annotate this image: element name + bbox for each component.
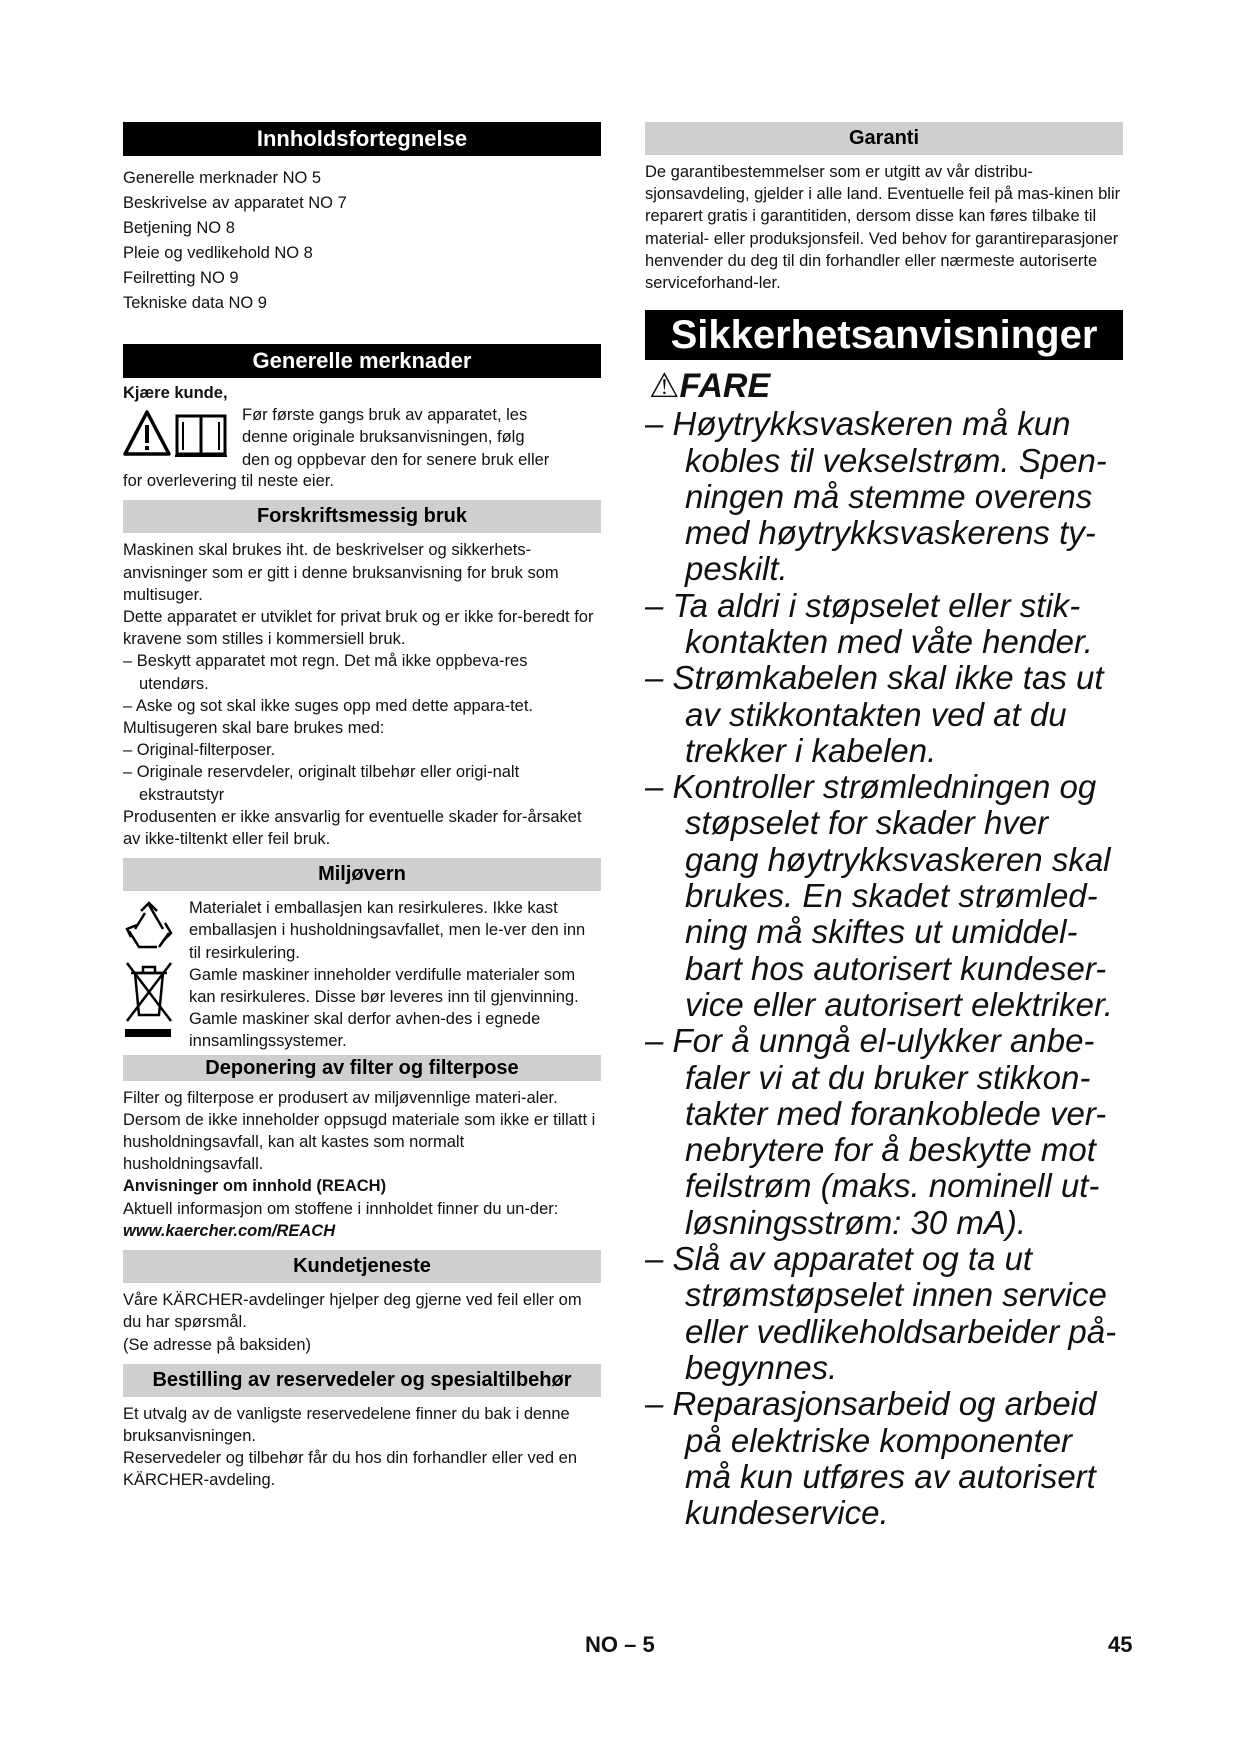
order-paragraph: Reservedeler og tilbehør får du hos din forhandler eller ved en KÄRCHER-avdeling.: [123, 1449, 578, 1490]
warning-item: – Strømkabelen skal ikke tas ut av stikkontakten ved at du trekker i kabelen.: [645, 659, 1104, 769]
recycling-icon: [123, 901, 175, 949]
page-number: 45: [1108, 1632, 1133, 1657]
weee-bin-icon: [123, 959, 175, 1043]
usage-only: Multisugeren skal bare brukes med:: [123, 719, 385, 738]
left-column: [123, 122, 601, 1492]
warning-manual-icon: [123, 408, 231, 460]
danger-label: FARE: [679, 367, 771, 406]
general-heading: Generelle merknader: [123, 344, 601, 378]
dear-customer: Kjære kunde,: [123, 384, 228, 402]
intro-line: denne originale bruksanvisningen, følg: [242, 428, 525, 447]
filter-paragraph: Dersom de ikke inneholder oppsugd materiale som ikke er tillatt i husholdningsavfall, kan alt kastes som normalt husholdningsavfall.: [123, 1110, 596, 1174]
warning-item: – Ta aldri i støpselet eller stik-kontakten med våte hender.: [645, 586, 1093, 660]
usage-dash-item: – Originale reservdeler, originalt tilbehør eller origi-nalt ekstrautstyr: [123, 763, 520, 804]
warning-list: [645, 406, 1123, 1531]
safety-heading: Sikkerhetsanvisninger: [645, 310, 1123, 360]
service-paragraph: Våre KÄRCHER-avdelinger hjelper deg gjerne ved feil eller om du har spørsmål.: [123, 1291, 582, 1332]
usage-heading: Forskriftsmessig bruk: [123, 500, 601, 533]
danger-label-row: [649, 366, 1123, 406]
warning-item: – Reparasjonsarbeid og arbeid på elektriske komponenter må kun utføres av autorisert kundeservice.: [645, 1385, 1097, 1532]
reach-text: Aktuell informasjon om stoffene i innholdet finner du un-der:: [123, 1199, 559, 1218]
filter-heading: Deponering av filter og filterpose: [123, 1055, 601, 1081]
order-heading: Bestilling av reservedeler og spesialtilbehør: [123, 1364, 601, 1397]
usage-dash-item: – Aske og sot skal ikke suges opp med dette appara-tet.: [123, 696, 533, 715]
toc-item: Pleie og vedlikehold NO 8: [123, 244, 313, 262]
filter-paragraph: Filter og filterpose er produsert av miljøvennlige materi-aler.: [123, 1088, 558, 1107]
warning-item: – Kontroller strømledningen og støpselet for skader hver gang høytrykksvaskeren skal brukes. En skadet strømled-ning må skiftes ut umiddel-bart hos autorisert kundeser-vice eller autorisert elektriker.: [645, 768, 1113, 1023]
footer-section-label: NO – 5: [585, 1632, 655, 1657]
env-recycling-text: Materialet i emballasjen kan resirkuleres. Ikke kast emballasjen i husholdningsavfallet, men le-ver den inn til resirkulering.: [189, 899, 586, 962]
reach-heading: Anvisninger om innhold (REACH): [123, 1177, 387, 1196]
env-block: [123, 897, 601, 1052]
intro-line: Før første gangs bruk av apparatet, les: [242, 406, 528, 425]
right-column: [645, 122, 1123, 1531]
intro-line: den og oppbevar den for senere bruk eller: [242, 450, 550, 469]
env-heading: Miljøvern: [123, 858, 601, 891]
order-paragraph: Et utvalg av de vanligste reservedelene finner du bak i denne bruksanvisningen.: [123, 1404, 570, 1445]
toc-item: Beskrivelse av apparatet NO 7: [123, 194, 347, 212]
warning-item: – Slå av apparatet og ta ut strømstøpselet innen service eller vedlikeholdsarbeider på-begynnes.: [645, 1240, 1117, 1386]
usage-dash-item: – Beskytt apparatet mot regn. Det må ikke oppbeva-res utendørs.: [123, 652, 528, 693]
warning-item: – For å unngå el-ulykker anbe-faler vi at du bruker stikkon-takter med forankoblede ver-nebrytere for å beskytte mot feilstrøm (maks. nominell ut-løsningsstrøm: 30 mA).: [645, 1022, 1107, 1241]
toc-item: Betjening NO 8: [123, 219, 235, 237]
warning-triangle-icon: ⚠: [649, 366, 680, 407]
toc-item: Tekniske data NO 9: [123, 294, 267, 312]
toc-item: Feilretting NO 9: [123, 269, 239, 287]
usage-paragraph: Maskinen skal brukes iht. de beskrivelser og sikkerhets-anvisninger som er gitt i denne bruksanvisning for bruk som multisuger.: [123, 541, 559, 604]
service-heading: Kundetjeneste: [123, 1250, 601, 1283]
warranty-heading: Garanti: [645, 122, 1123, 155]
reach-url-link[interactable]: www.kaercher.com/REACH: [123, 1221, 336, 1240]
intro-last: for overlevering til neste eier.: [123, 472, 334, 491]
usage-dash-item: – Original-filterposer.: [123, 741, 276, 760]
manual-notice: [123, 404, 601, 470]
toc-heading: Innholdsfortegnelse: [123, 122, 601, 156]
usage-paragraph: Dette apparatet er utviklet for privat bruk og er ikke for-beredt for kravene som stilles i kommersiell bruk.: [123, 608, 594, 649]
warranty-text: De garantibestemmelser som er utgitt av vår distribu-sjonsavdeling, gjelder i alle land. Eventuelle feil på mas-kinen blir reparert gratis i garantitiden, dersom disse kan føres tilbake til material- eller produksjonsfeil. Ved behov for garantireparasjoner henvender du deg til din forhandler eller nærmeste autoriserte serviceforhand-ler.: [645, 163, 1121, 293]
service-paragraph: (Se adresse på baksiden): [123, 1335, 312, 1354]
env-disposal-text: Gamle maskiner inneholder verdifulle materialer som kan resirkuleres. Disse bør leveres inn til gjenvinning. Gamle maskiner skal derfor avhen-des i egnede innsamlingssystemer.: [189, 965, 579, 1051]
usage-end: Produsenten er ikke ansvarlig for eventuelle skader for-årsaket av ikke-tiltenkt eller feil bruk.: [123, 807, 582, 849]
toc-list: [123, 166, 601, 316]
toc-item: Generelle merknader NO 5: [123, 169, 322, 187]
warning-item: – Høytrykksvaskeren må kun kobles til vekselstrøm. Spen-ningen må stemme overens med høytrykksvaskerens ty-peskilt.: [645, 405, 1107, 588]
